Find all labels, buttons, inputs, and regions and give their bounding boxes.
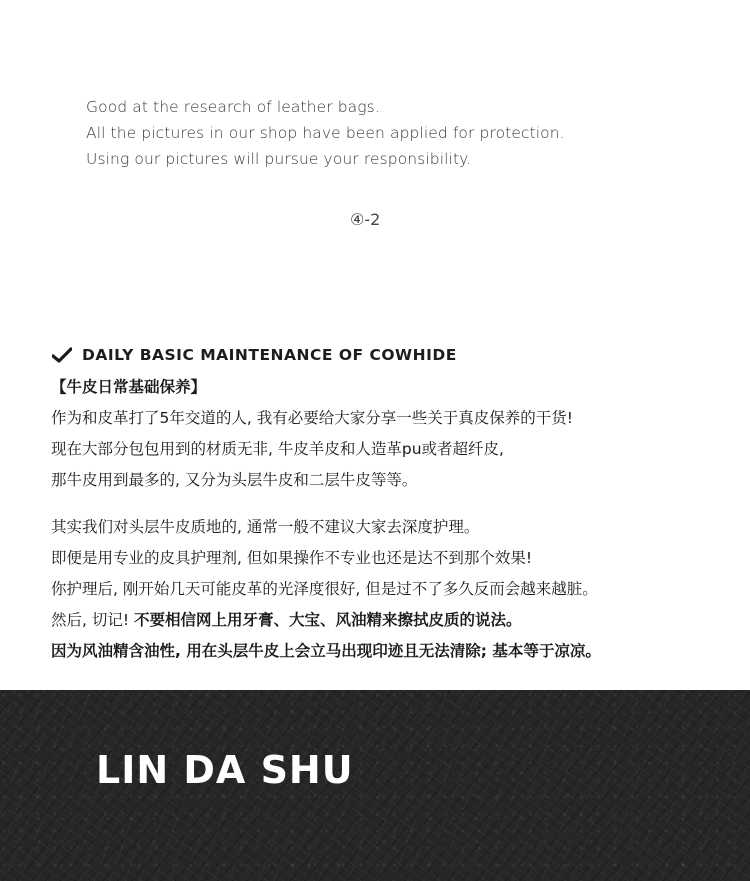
paragraph-line: 即便是用专业的皮具护理剂, 但如果操作不专业也还是达不到那个效果!	[51, 549, 533, 567]
section-body	[51, 372, 573, 496]
intro-line: Using our pictures will pursue your responsibility.	[86, 150, 472, 168]
brand-title: LIN DA SHU	[96, 748, 354, 792]
intro-line: All the pictures in our shop have been applied for protection.	[86, 124, 565, 142]
leather-banner	[0, 690, 750, 881]
paragraph-line: 作为和皮革打了5年交道的人, 我有必要给大家分享一些关于真皮保养的干货!	[51, 409, 573, 427]
warning-line	[51, 605, 601, 636]
page-number: ④-2	[350, 210, 381, 229]
warning-bold: 不要相信网上用牙膏、大宝、风油精来擦拭皮质的说法。	[134, 611, 522, 629]
section-heading	[52, 346, 457, 364]
cn-title: 【牛皮日常基础保养】	[51, 378, 207, 396]
section-heading-text: DAILY BASIC MAINTENANCE OF COWHIDE	[82, 346, 457, 364]
warning-prefix: 然后, 切记!	[51, 611, 134, 629]
intro-text	[86, 94, 565, 172]
check-icon	[52, 347, 72, 363]
paragraph-line: 其实我们对头层牛皮质地的, 通常一般不建议大家去深度护理。	[51, 518, 480, 536]
paragraph-line: 现在大部分包包用到的材质无非, 牛皮羊皮和人造革pu或者超纤皮,	[51, 440, 504, 458]
paragraph-line: 那牛皮用到最多的, 又分为头层牛皮和二层牛皮等等。	[51, 471, 418, 489]
section-body-2	[51, 512, 601, 667]
intro-line: Good at the research of leather bags.	[86, 98, 380, 116]
paragraph-line: 你护理后, 刚开始几天可能皮革的光泽度很好, 但是过不了多久反而会越来越脏。	[51, 580, 598, 598]
final-line: 因为风油精含油性, 用在头层牛皮上会立马出现印迹且无法清除; 基本等于凉凉。	[51, 642, 601, 660]
